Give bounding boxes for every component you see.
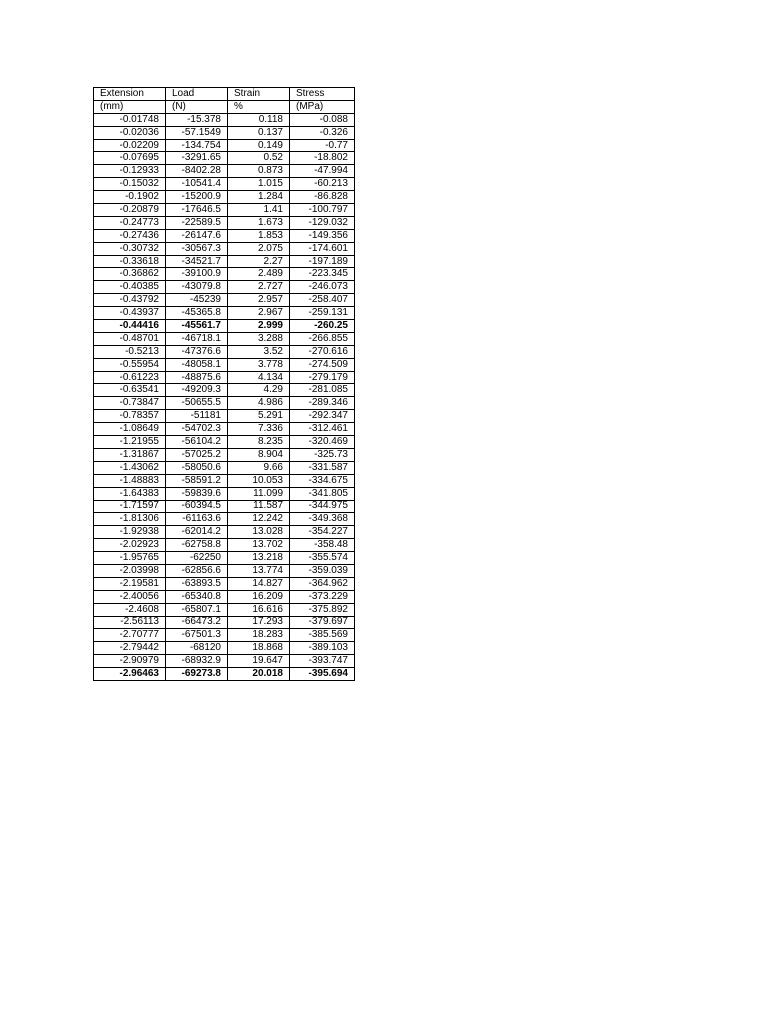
unit-stress: (MPa) [290, 100, 355, 113]
cell-strain: 3.52 [228, 345, 290, 358]
cell-load: -69273.8 [166, 668, 228, 681]
cell-stress: -260.25 [290, 320, 355, 333]
cell-strain: 0.873 [228, 165, 290, 178]
data-table [93, 87, 355, 681]
cell-extension: -0.55954 [94, 358, 166, 371]
cell-load: -43079.8 [166, 281, 228, 294]
cell-strain: 8.235 [228, 436, 290, 449]
cell-strain: 4.986 [228, 397, 290, 410]
cell-load: -63893.5 [166, 577, 228, 590]
cell-stress: -341.805 [290, 487, 355, 500]
cell-strain: 0.118 [228, 113, 290, 126]
cell-stress: -354.227 [290, 526, 355, 539]
cell-load: -134.754 [166, 139, 228, 152]
cell-load: -10541.4 [166, 178, 228, 191]
table-row [94, 268, 355, 281]
table-row [94, 281, 355, 294]
cell-stress: -334.675 [290, 474, 355, 487]
cell-stress: -246.073 [290, 281, 355, 294]
cell-strain: 17.293 [228, 616, 290, 629]
cell-strain: 12.242 [228, 513, 290, 526]
cell-load: -62856.6 [166, 564, 228, 577]
cell-load: -61163.6 [166, 513, 228, 526]
cell-extension: -1.43062 [94, 461, 166, 474]
cell-strain: 19.647 [228, 655, 290, 668]
table-row [94, 616, 355, 629]
cell-stress: -373.229 [290, 590, 355, 603]
cell-load: -57025.2 [166, 448, 228, 461]
cell-extension: -2.96463 [94, 668, 166, 681]
cell-load: -34521.7 [166, 255, 228, 268]
cell-strain: 14.827 [228, 577, 290, 590]
table-row [94, 345, 355, 358]
cell-stress: -379.697 [290, 616, 355, 629]
cell-load: -47376.6 [166, 345, 228, 358]
cell-stress: -281.085 [290, 384, 355, 397]
cell-extension: -2.02923 [94, 539, 166, 552]
cell-strain: 9.66 [228, 461, 290, 474]
cell-extension: -2.70777 [94, 629, 166, 642]
cell-load: -17646.5 [166, 204, 228, 217]
cell-extension: -0.36862 [94, 268, 166, 281]
cell-strain: 11.587 [228, 500, 290, 513]
table-row [94, 255, 355, 268]
cell-stress: -274.509 [290, 358, 355, 371]
table-row [94, 191, 355, 204]
table-row [94, 539, 355, 552]
cell-strain: 8.904 [228, 448, 290, 461]
cell-extension: -2.40056 [94, 590, 166, 603]
table-row [94, 642, 355, 655]
table-row [94, 384, 355, 397]
cell-strain: 1.673 [228, 216, 290, 229]
cell-strain: 5.291 [228, 410, 290, 423]
cell-extension: -0.48701 [94, 332, 166, 345]
cell-extension: -1.31867 [94, 448, 166, 461]
cell-stress: -355.574 [290, 552, 355, 565]
table-row [94, 332, 355, 345]
cell-extension: -2.4608 [94, 603, 166, 616]
cell-extension: -2.19581 [94, 577, 166, 590]
cell-stress: -0.326 [290, 126, 355, 139]
table-row [94, 358, 355, 371]
cell-stress: -0.088 [290, 113, 355, 126]
cell-strain: 0.52 [228, 152, 290, 165]
cell-strain: 2.727 [228, 281, 290, 294]
table-row [94, 436, 355, 449]
cell-extension: -2.56113 [94, 616, 166, 629]
cell-extension: -1.95765 [94, 552, 166, 565]
cell-extension: -0.30732 [94, 242, 166, 255]
table-row [94, 629, 355, 642]
table-row [94, 487, 355, 500]
table-row [94, 526, 355, 539]
cell-stress: -289.346 [290, 397, 355, 410]
cell-stress: -320.469 [290, 436, 355, 449]
cell-strain: 1.853 [228, 229, 290, 242]
cell-strain: 2.075 [228, 242, 290, 255]
table-row [94, 590, 355, 603]
header-stress: Stress [290, 88, 355, 101]
cell-stress: -266.855 [290, 332, 355, 345]
table-row [94, 552, 355, 565]
cell-strain: 7.336 [228, 423, 290, 436]
cell-load: -26147.6 [166, 229, 228, 242]
table-row [94, 668, 355, 681]
cell-extension: -0.24773 [94, 216, 166, 229]
table-row [94, 410, 355, 423]
table-row [94, 448, 355, 461]
table-body [94, 113, 355, 680]
cell-stress: -349.368 [290, 513, 355, 526]
cell-extension: -2.90979 [94, 655, 166, 668]
cell-extension: -2.03998 [94, 564, 166, 577]
cell-load: -68120 [166, 642, 228, 655]
cell-extension: -0.43792 [94, 294, 166, 307]
cell-load: -58591.2 [166, 474, 228, 487]
header-row [94, 88, 355, 101]
table-row [94, 307, 355, 320]
cell-strain: 4.29 [228, 384, 290, 397]
cell-stress: -0.77 [290, 139, 355, 152]
cell-extension: -1.92938 [94, 526, 166, 539]
cell-extension: -0.1902 [94, 191, 166, 204]
cell-stress: -393.747 [290, 655, 355, 668]
table-row [94, 242, 355, 255]
cell-load: -8402.28 [166, 165, 228, 178]
table-row [94, 603, 355, 616]
cell-strain: 2.967 [228, 307, 290, 320]
cell-stress: -270.616 [290, 345, 355, 358]
cell-extension: -1.21955 [94, 436, 166, 449]
table-row [94, 577, 355, 590]
table-row [94, 423, 355, 436]
cell-extension: -1.48883 [94, 474, 166, 487]
spreadsheet [93, 87, 355, 681]
cell-strain: 13.218 [228, 552, 290, 565]
unit-strain: % [228, 100, 290, 113]
cell-strain: 1.284 [228, 191, 290, 204]
cell-load: -51181 [166, 410, 228, 423]
cell-stress: -389.103 [290, 642, 355, 655]
cell-load: -15.378 [166, 113, 228, 126]
unit-load: (N) [166, 100, 228, 113]
unit-extension: (mm) [94, 100, 166, 113]
cell-strain: 0.149 [228, 139, 290, 152]
cell-load: -58050.6 [166, 461, 228, 474]
cell-load: -45239 [166, 294, 228, 307]
cell-stress: -18.802 [290, 152, 355, 165]
cell-load: -30567.3 [166, 242, 228, 255]
cell-stress: -359.039 [290, 564, 355, 577]
cell-extension: -0.01748 [94, 113, 166, 126]
cell-strain: 2.489 [228, 268, 290, 281]
cell-load: -56104.2 [166, 436, 228, 449]
table-row [94, 216, 355, 229]
cell-stress: -364.962 [290, 577, 355, 590]
cell-stress: -325.73 [290, 448, 355, 461]
cell-strain: 18.283 [228, 629, 290, 642]
cell-stress: -149.356 [290, 229, 355, 242]
cell-extension: -0.43937 [94, 307, 166, 320]
cell-extension: -0.20879 [94, 204, 166, 217]
cell-stress: -174.601 [290, 242, 355, 255]
cell-load: -46718.1 [166, 332, 228, 345]
cell-load: -45365.8 [166, 307, 228, 320]
cell-load: -49209.3 [166, 384, 228, 397]
cell-stress: -197.189 [290, 255, 355, 268]
cell-stress: -395.694 [290, 668, 355, 681]
table-row [94, 139, 355, 152]
cell-strain: 1.41 [228, 204, 290, 217]
table-row [94, 320, 355, 333]
cell-strain: 10.053 [228, 474, 290, 487]
cell-stress: -358.48 [290, 539, 355, 552]
cell-strain: 16.616 [228, 603, 290, 616]
table-row [94, 371, 355, 384]
cell-strain: 3.778 [228, 358, 290, 371]
table-header [94, 88, 355, 114]
cell-load: -65807.1 [166, 603, 228, 616]
cell-load: -3291.65 [166, 152, 228, 165]
table-row [94, 397, 355, 410]
table-row [94, 474, 355, 487]
cell-extension: -0.5213 [94, 345, 166, 358]
cell-extension: -0.73847 [94, 397, 166, 410]
cell-stress: -60.213 [290, 178, 355, 191]
cell-strain: 2.957 [228, 294, 290, 307]
cell-load: -57.1549 [166, 126, 228, 139]
cell-load: -15200.9 [166, 191, 228, 204]
cell-stress: -47.994 [290, 165, 355, 178]
cell-load: -68932.9 [166, 655, 228, 668]
table-row [94, 513, 355, 526]
cell-load: -54702.3 [166, 423, 228, 436]
cell-stress: -312.461 [290, 423, 355, 436]
cell-load: -67501.3 [166, 629, 228, 642]
cell-strain: 18.868 [228, 642, 290, 655]
cell-stress: -259.131 [290, 307, 355, 320]
table-row [94, 204, 355, 217]
cell-stress: -223.345 [290, 268, 355, 281]
cell-load: -59839.6 [166, 487, 228, 500]
cell-stress: -385.569 [290, 629, 355, 642]
cell-extension: -0.44416 [94, 320, 166, 333]
cell-extension: -0.02036 [94, 126, 166, 139]
cell-load: -65340.8 [166, 590, 228, 603]
table-row [94, 126, 355, 139]
cell-stress: -331.587 [290, 461, 355, 474]
cell-strain: 2.27 [228, 255, 290, 268]
cell-extension: -2.79442 [94, 642, 166, 655]
cell-strain: 11.099 [228, 487, 290, 500]
header-extension: Extension [94, 88, 166, 101]
cell-load: -45561.7 [166, 320, 228, 333]
cell-load: -48875.6 [166, 371, 228, 384]
header-strain: Strain [228, 88, 290, 101]
cell-load: -48058.1 [166, 358, 228, 371]
cell-stress: -344.975 [290, 500, 355, 513]
cell-strain: 0.137 [228, 126, 290, 139]
table-row [94, 294, 355, 307]
table-row [94, 500, 355, 513]
cell-extension: -0.33618 [94, 255, 166, 268]
cell-stress: -100.797 [290, 204, 355, 217]
cell-load: -39100.9 [166, 268, 228, 281]
cell-stress: -292.347 [290, 410, 355, 423]
cell-stress: -258.407 [290, 294, 355, 307]
table-row [94, 113, 355, 126]
cell-strain: 4.134 [228, 371, 290, 384]
table-row [94, 461, 355, 474]
cell-strain: 16.209 [228, 590, 290, 603]
cell-stress: -86.828 [290, 191, 355, 204]
cell-strain: 2.999 [228, 320, 290, 333]
cell-extension: -1.71597 [94, 500, 166, 513]
cell-extension: -0.61223 [94, 371, 166, 384]
cell-strain: 3.288 [228, 332, 290, 345]
cell-load: -62014.2 [166, 526, 228, 539]
cell-stress: -279.179 [290, 371, 355, 384]
cell-strain: 13.028 [228, 526, 290, 539]
table-row [94, 178, 355, 191]
cell-extension: -0.63541 [94, 384, 166, 397]
table-row [94, 229, 355, 242]
cell-extension: -0.07695 [94, 152, 166, 165]
cell-strain: 13.774 [228, 564, 290, 577]
cell-load: -62250 [166, 552, 228, 565]
table-row [94, 165, 355, 178]
cell-extension: -1.81306 [94, 513, 166, 526]
cell-extension: -1.64383 [94, 487, 166, 500]
cell-strain: 13.702 [228, 539, 290, 552]
cell-extension: -1.08649 [94, 423, 166, 436]
units-row [94, 100, 355, 113]
cell-stress: -129.032 [290, 216, 355, 229]
cell-extension: -0.15032 [94, 178, 166, 191]
cell-load: -66473.2 [166, 616, 228, 629]
cell-extension: -0.12933 [94, 165, 166, 178]
table-row [94, 152, 355, 165]
cell-load: -60394.5 [166, 500, 228, 513]
cell-extension: -0.27436 [94, 229, 166, 242]
cell-extension: -0.02209 [94, 139, 166, 152]
cell-load: -62758.8 [166, 539, 228, 552]
cell-load: -50655.5 [166, 397, 228, 410]
cell-strain: 1.015 [228, 178, 290, 191]
cell-stress: -375.892 [290, 603, 355, 616]
table-row [94, 564, 355, 577]
header-load: Load [166, 88, 228, 101]
table-row [94, 655, 355, 668]
cell-extension: -0.78357 [94, 410, 166, 423]
cell-extension: -0.40385 [94, 281, 166, 294]
cell-strain: 20.018 [228, 668, 290, 681]
cell-load: -22589.5 [166, 216, 228, 229]
